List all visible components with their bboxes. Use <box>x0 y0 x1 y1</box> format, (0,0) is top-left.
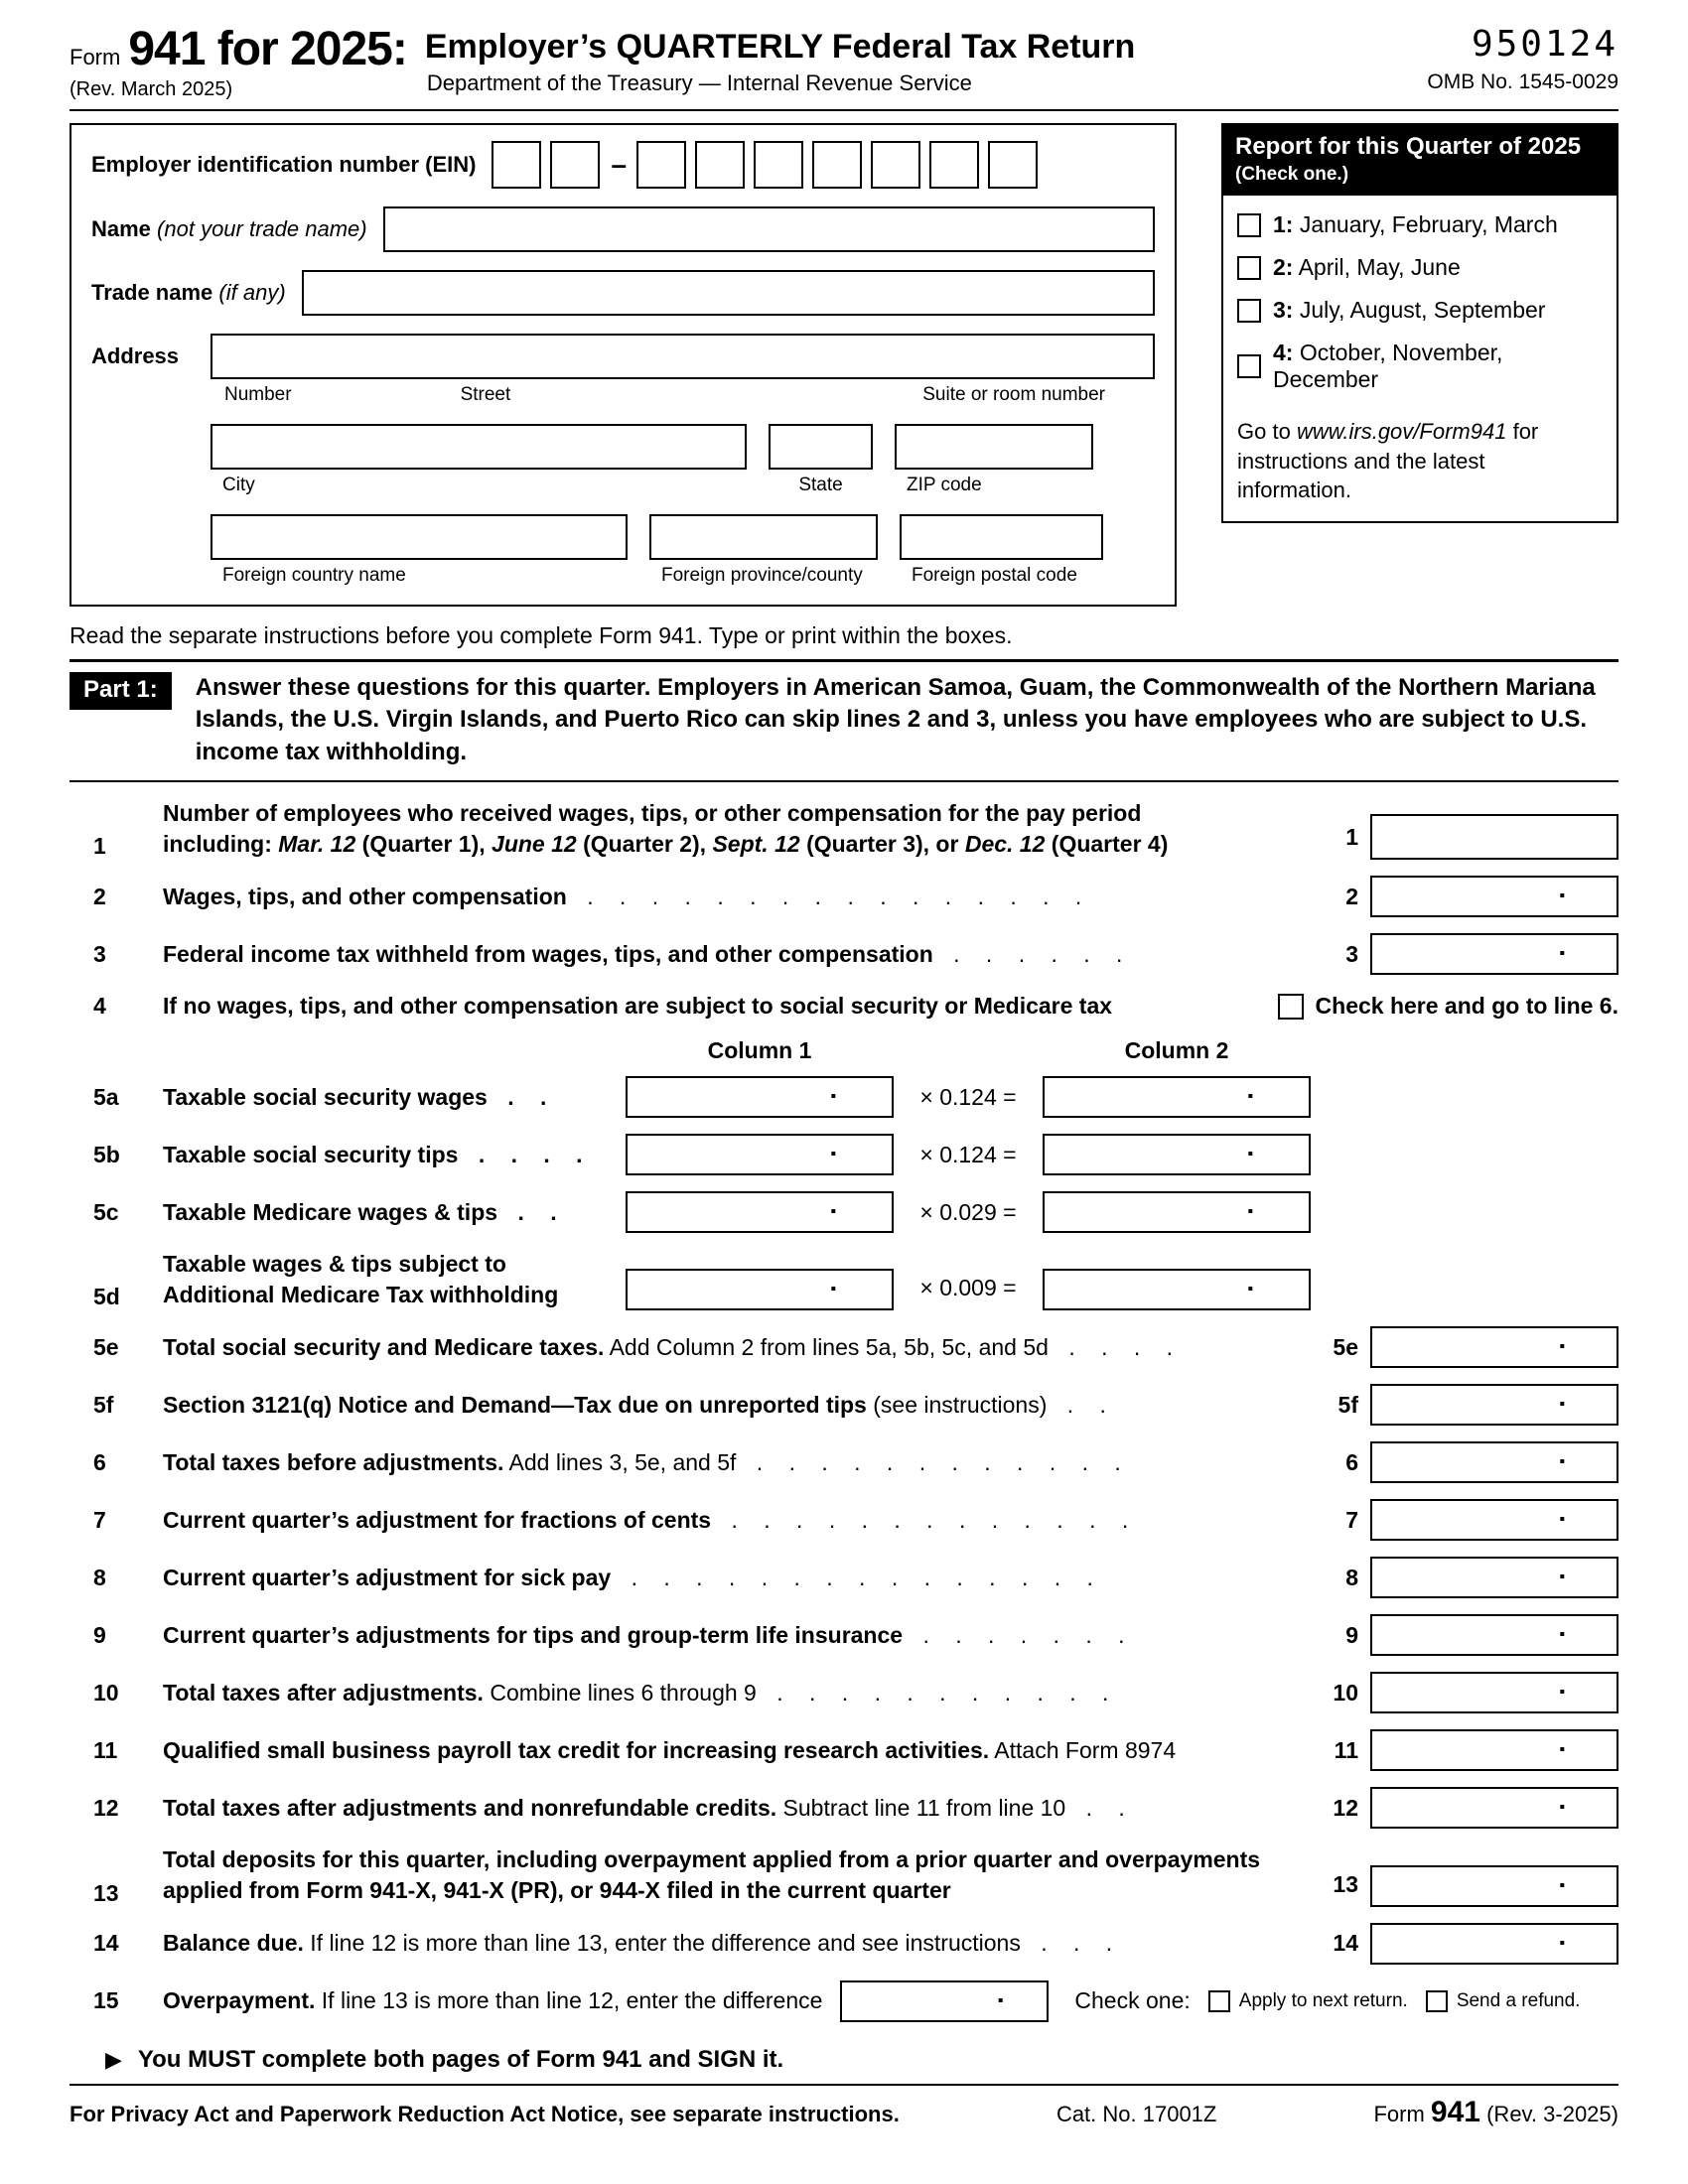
box-number: 7 <box>1345 1506 1358 1533</box>
line-15-overpayment-input[interactable] <box>840 1980 1049 2022</box>
top-section <box>70 123 1618 607</box>
line-5a-multiplier: × 0.124 = <box>919 1083 1017 1110</box>
decimal-point-marker: ▪ <box>1559 1684 1565 1702</box>
line-11-row <box>70 1729 1618 1771</box>
line-9-row <box>70 1614 1618 1656</box>
foreign-country-input[interactable] <box>211 514 628 560</box>
line-14-text: Balance due. If line 12 is more than line 13, enter the difference and see instructions . . . <box>163 1929 1123 1956</box>
foreign-postal-col <box>900 514 1103 587</box>
quarter-option-1 <box>1237 211 1603 238</box>
line-5f-amount-input[interactable] <box>1370 1384 1618 1426</box>
box-number: 9 <box>1345 1621 1358 1648</box>
line-1-text: Number of employees who received wages, tips, or other compensation for the pay period including: Mar. 12 (Quarter 1), June 12 (Quarter 2), Sept. 12 (Quarter 3), or Dec. 12 (Quarter 4) <box>163 800 1169 858</box>
form-number: 941 for 2025: <box>128 23 407 75</box>
line-5f-text: Section 3121(q) Notice and Demand—Tax due on unreported tips (see instructions) . . <box>163 1391 1116 1418</box>
line-5b-multiplier: × 0.124 = <box>919 1141 1017 1167</box>
line-15-text: Overpayment. If line 13 is more than line 12, enter the difference <box>163 1987 823 2013</box>
state-input[interactable] <box>769 424 873 470</box>
catalog-number: Cat. No. 17001Z <box>1055 2101 1217 2126</box>
ein-digit-box[interactable] <box>871 141 920 189</box>
decimal-point-marker: ▪ <box>997 1991 1004 2009</box>
line-5d-row <box>70 1249 1618 1310</box>
decimal-point-marker: ▪ <box>830 1088 836 1106</box>
dot-leader: . . . . <box>1068 1333 1184 1360</box>
column-headers <box>70 1037 1618 1064</box>
decimal-point-marker: ▪ <box>1247 1203 1253 1221</box>
ein-digit-box[interactable] <box>695 141 745 189</box>
line-4-row <box>70 991 1618 1022</box>
line-5d-column1-input[interactable] <box>626 1269 894 1310</box>
decimal-point-marker: ▪ <box>830 1203 836 1221</box>
form-word: Form <box>70 45 121 69</box>
street-label: Street <box>460 384 511 405</box>
line-number: 8 <box>93 1564 106 1590</box>
line-number: 5e <box>93 1333 119 1360</box>
line-5a-text: Taxable social security wages . . <box>163 1083 557 1110</box>
quarter-box-header <box>1223 125 1617 196</box>
decimal-point-marker: ▪ <box>830 1146 836 1163</box>
line-6-row <box>70 1441 1618 1483</box>
quarter-options <box>1223 196 1617 413</box>
irs-url: www.irs.gov/Form941 <box>1296 419 1507 444</box>
name-row <box>91 206 1155 252</box>
line-5a-column1-input[interactable] <box>626 1076 894 1118</box>
dot-leader: . . . . . . . <box>922 1621 1135 1648</box>
line-5c-row <box>70 1191 1618 1233</box>
decimal-point-marker: ▪ <box>1247 1281 1253 1298</box>
dot-leader: . . <box>517 1198 567 1225</box>
ein-digit-box[interactable] <box>929 141 979 189</box>
foreign-address-row <box>211 514 1155 587</box>
column-1-header: Column 1 <box>707 1037 812 1064</box>
ein-digit-box[interactable] <box>754 141 803 189</box>
trade-name-label: Trade name (if any) <box>91 280 286 305</box>
page-title: Employer’s QUARTERLY Federal Tax Return <box>424 28 1136 66</box>
trade-name-input[interactable] <box>302 270 1155 316</box>
line-5e-text: Total social security and Medicare taxes. Add Column 2 from lines 5a, 5b, 5c, and 5d . . . . <box>163 1333 1184 1360</box>
line-5b-column1-input[interactable] <box>626 1134 894 1175</box>
foreign-postal-label: Foreign postal code <box>912 565 1077 586</box>
box-number: 3 <box>1345 940 1358 967</box>
must-sign-note: ▶ You MUST complete both pages of Form 941 and SIGN it. <box>105 2045 784 2073</box>
box-number: 14 <box>1333 1930 1358 1956</box>
line-3-text: Federal income tax withheld from wages, tips, and other compensation . . . . . . <box>163 940 1133 967</box>
line-2-amount-input[interactable] <box>1370 876 1618 917</box>
quarter-4-checkbox[interactable] <box>1237 354 1261 378</box>
trade-name-row <box>91 270 1155 316</box>
city-col <box>211 424 747 496</box>
line-number: 1 <box>93 833 106 860</box>
dot-leader: . . <box>1066 1391 1116 1418</box>
form-title-block <box>425 22 1135 96</box>
part1-chip: Part 1: <box>70 672 172 710</box>
line-2-text: Wages, tips, and other compensation . . . . . . . . . . . . . . . . <box>163 883 1092 909</box>
line-7-amount-input[interactable] <box>1370 1499 1618 1541</box>
address-sublabels <box>211 384 1155 406</box>
ein-row <box>91 141 1155 189</box>
part1-section-header <box>70 659 1618 782</box>
decimal-point-marker: ▪ <box>1559 1511 1565 1529</box>
line-10-row <box>70 1672 1618 1713</box>
dot-leader: . . . . . . <box>953 940 1133 967</box>
line-11-text: Qualified small business payroll tax credit for increasing research activities. Attach Form 8974 <box>163 1736 1177 1763</box>
dot-leader: . . <box>507 1083 557 1110</box>
zip-input[interactable] <box>895 424 1093 470</box>
line-5b-column2-input[interactable] <box>1043 1134 1311 1175</box>
quarter-2-label: 2: April, May, June <box>1273 254 1461 280</box>
ein-digit-box[interactable] <box>636 141 686 189</box>
line-5c-text: Taxable Medicare wages & tips . . <box>163 1198 567 1225</box>
city-input[interactable] <box>211 424 747 470</box>
decimal-point-marker: ▪ <box>1559 1799 1565 1817</box>
line-5f-row <box>70 1384 1618 1426</box>
form-id-block <box>70 22 407 101</box>
line-6-amount-input[interactable] <box>1370 1441 1618 1483</box>
line-3-row <box>70 933 1618 975</box>
line-number: 6 <box>93 1448 106 1475</box>
line-14-amount-input[interactable] <box>1370 1923 1618 1965</box>
state-label: State <box>798 475 843 495</box>
suite-label: Suite or room number <box>922 384 1105 405</box>
quarter-2-checkbox[interactable] <box>1237 256 1261 280</box>
employer-info-box <box>70 123 1177 607</box>
dot-leader: . . . . . . . . . . . <box>776 1679 1119 1706</box>
line-number: 5b <box>93 1141 120 1167</box>
line-number: 14 <box>93 1930 119 1956</box>
line-number: 5c <box>93 1198 119 1225</box>
line-number: 11 <box>93 1736 118 1763</box>
line-10-amount-input[interactable] <box>1370 1672 1618 1713</box>
decimal-point-marker: ▪ <box>1559 1453 1565 1471</box>
line-number: 9 <box>93 1621 106 1648</box>
line-15-row <box>70 1980 1618 2022</box>
form-reference: Form 941 (Rev. 3-2025) <box>1373 2095 1618 2128</box>
decimal-point-marker: ▪ <box>1247 1146 1253 1163</box>
apply-to-next-return-checkbox[interactable] <box>1208 1990 1230 2012</box>
quarter-4-label: 4: October, November, December <box>1273 340 1503 392</box>
form-code-block <box>1427 22 1618 94</box>
line-1-row <box>70 798 1618 860</box>
line-9-amount-input[interactable] <box>1370 1614 1618 1656</box>
line-number: 5d <box>93 1284 120 1310</box>
omb-number: OMB No. 1545-0029 <box>1427 70 1618 93</box>
line-4-checkbox[interactable] <box>1278 994 1304 1020</box>
line-12-text: Total taxes after adjustments and nonrefundable credits. Subtract line 11 from line 10 . . <box>163 1794 1135 1821</box>
part1-heading: Answer these questions for this quarter. Employers in American Samoa, Guam, the Commonwealth of the Northern Mariana Islands, the U.S. Virgin Islands, and Puerto Rico can skip lines 2 and 3, unless you have employees who are subject to U.S. income tax withholding. <box>195 674 1596 765</box>
decimal-point-marker: ▪ <box>1559 1569 1565 1586</box>
line-5c-multiplier: × 0.029 = <box>919 1198 1017 1225</box>
quarter-select-box <box>1221 123 1618 523</box>
line-8-amount-input[interactable] <box>1370 1557 1618 1598</box>
line-5b-text: Taxable social security tips . . . . <box>163 1141 593 1167</box>
foreign-postal-input[interactable] <box>900 514 1103 560</box>
dot-leader: . . . . . . . . . . . . . <box>731 1506 1139 1533</box>
box-number: 2 <box>1345 883 1358 909</box>
footer-top <box>70 2038 1618 2086</box>
quarter-option-2 <box>1237 254 1603 281</box>
line-6-text: Total taxes before adjustments. Add lines 3, 5e, and 5f . . . . . . . . . . . . <box>163 1448 1131 1475</box>
line-number: 15 <box>93 1987 119 2013</box>
line-number: 2 <box>93 883 106 909</box>
quarter-1-checkbox[interactable] <box>1237 213 1261 237</box>
box-number: 6 <box>1345 1448 1358 1475</box>
address-input[interactable] <box>211 334 1155 379</box>
zip-label: ZIP code <box>907 475 982 495</box>
line-13-amount-input[interactable] <box>1370 1865 1618 1907</box>
dot-leader: . . . <box>1041 1929 1123 1956</box>
quarter-box-subtitle: (Check one.) <box>1235 164 1349 185</box>
send-refund-label: Send a refund. <box>1456 1989 1581 2011</box>
address-row <box>91 334 1155 379</box>
read-instructions-note: Read the separate instructions before you complete Form 941. Type or print within the boxes. <box>70 622 1013 648</box>
dot-leader: . . . . . . . . . . . . . . . <box>631 1564 1103 1590</box>
decimal-point-marker: ▪ <box>1559 1876 1565 1894</box>
ein-digit-box[interactable] <box>988 141 1038 189</box>
privacy-notice: For Privacy Act and Paperwork Reduction Act Notice, see separate instructions. <box>70 2101 900 2126</box>
decimal-point-marker: ▪ <box>830 1281 836 1298</box>
line-4-text: If no wages, tips, and other compensation are subject to social security or Medicare tax <box>163 993 1113 1020</box>
quarter-1-label: 1: January, February, March <box>1273 211 1558 237</box>
ein-dash: – <box>611 149 628 180</box>
line-10-text: Total taxes after adjustments. Combine lines 6 through 9 . . . . . . . . . . . <box>163 1679 1119 1706</box>
line-5a-column2-input[interactable] <box>1043 1076 1311 1118</box>
line-5a-row <box>70 1076 1618 1118</box>
line-5c-column2-input[interactable] <box>1043 1191 1311 1233</box>
foreign-province-label: Foreign province/county <box>661 565 863 586</box>
dot-leader: . . . . . . . . . . . . <box>756 1448 1131 1475</box>
line-5e-amount-input[interactable] <box>1370 1326 1618 1368</box>
line-12-row <box>70 1787 1618 1829</box>
line-number: 13 <box>93 1879 119 1906</box>
line-13-row <box>70 1844 1618 1906</box>
ein-digit-box[interactable] <box>550 141 600 189</box>
line-8-text: Current quarter’s adjustment for sick pay . . . . . . . . . . . . . . . <box>163 1564 1103 1590</box>
ein-label: Employer identification number (EIN) <box>91 152 477 177</box>
line-12-amount-input[interactable] <box>1370 1787 1618 1829</box>
line-number: 5f <box>93 1391 114 1418</box>
decimal-point-marker: ▪ <box>1247 1088 1253 1106</box>
line-5d-column2-input[interactable] <box>1043 1269 1311 1310</box>
quarter-3-label: 3: July, August, September <box>1273 297 1546 323</box>
box-number: 5e <box>1333 1333 1358 1360</box>
box-number: 1 <box>1345 824 1358 851</box>
line-7-text: Current quarter’s adjustment for fractions of cents . . . . . . . . . . . . . <box>163 1506 1139 1533</box>
zip-col <box>895 424 1093 496</box>
pointer-icon: ▶ <box>105 2046 122 2072</box>
dot-leader: . . . . <box>478 1141 593 1167</box>
foreign-country-col <box>211 514 628 587</box>
part1-lines <box>70 798 1618 2021</box>
decimal-point-marker: ▪ <box>1559 1626 1565 1644</box>
line-11-amount-input[interactable] <box>1370 1729 1618 1771</box>
form-revision: (Rev. March 2025) <box>70 78 233 100</box>
line-8-row <box>70 1557 1618 1598</box>
ein-digit-box[interactable] <box>812 141 862 189</box>
box-number: 10 <box>1333 1679 1358 1706</box>
line-5d-text: Taxable wages & tips subject to Additional Medicare Tax withholding <box>163 1251 559 1308</box>
foreign-country-label: Foreign country name <box>222 565 406 586</box>
footer-bottom <box>70 2086 1618 2129</box>
decimal-point-marker: ▪ <box>1559 1934 1565 1952</box>
quarter-box-title: Report for this Quarter of 2025 <box>1235 133 1582 160</box>
box-number: 11 <box>1334 1736 1358 1763</box>
dln-code: 950124 <box>1471 24 1618 65</box>
box-number: 13 <box>1333 1870 1358 1897</box>
line-5c-column1-input[interactable] <box>626 1191 894 1233</box>
line-number: 4 <box>93 993 106 1020</box>
number-label: Number <box>224 384 292 405</box>
apply-to-next-return-label: Apply to next return. <box>1238 1989 1408 2011</box>
line-5b-row <box>70 1134 1618 1175</box>
box-number: 12 <box>1333 1794 1358 1821</box>
decimal-point-marker: ▪ <box>1559 887 1565 905</box>
quarter-3-checkbox[interactable] <box>1237 299 1261 323</box>
line-5e-row <box>70 1326 1618 1368</box>
line-2-row <box>70 876 1618 917</box>
line-4-check-label: Check here and go to line 6. <box>1315 993 1618 1020</box>
line-7-row <box>70 1499 1618 1541</box>
column-2-header: Column 2 <box>1124 1037 1229 1064</box>
foreign-province-input[interactable] <box>649 514 878 560</box>
line-9-text: Current quarter’s adjustments for tips and group-term life insurance . . . . . . . <box>163 1621 1135 1648</box>
box-number: 8 <box>1345 1564 1358 1590</box>
name-input[interactable] <box>383 206 1155 252</box>
check-one-label: Check one: <box>1074 1987 1191 2013</box>
foreign-province-col <box>649 514 878 587</box>
line-5d-multiplier: × 0.009 = <box>919 1275 1017 1301</box>
line-14-row <box>70 1923 1618 1965</box>
department-line: Department of the Treasury — Internal Revenue Service <box>426 70 972 95</box>
address-label: Address <box>91 343 180 368</box>
line-3-amount-input[interactable] <box>1370 933 1618 975</box>
line-number: 7 <box>93 1506 106 1533</box>
decimal-point-marker: ▪ <box>1559 1396 1565 1414</box>
line-number: 3 <box>93 940 106 967</box>
line-number: 10 <box>93 1679 119 1706</box>
ein-input-group <box>492 141 1047 189</box>
state-col <box>769 424 873 496</box>
goto-instructions: Go to www.irs.gov/Form941 for instructions and the latest information. <box>1237 419 1539 503</box>
form-header <box>70 22 1618 111</box>
ein-digit-box[interactable] <box>492 141 541 189</box>
quarter-option-3 <box>1237 297 1603 324</box>
decimal-point-marker: ▪ <box>1559 945 1565 963</box>
box-number: 5f <box>1337 1391 1358 1418</box>
quarter-option-4 <box>1237 340 1603 393</box>
line-1-count-input[interactable] <box>1370 814 1618 860</box>
dot-leader: . . . . . . . . . . . . . . . . <box>587 883 1092 909</box>
line-number: 12 <box>93 1794 119 1821</box>
dot-leader: . . <box>1085 1794 1135 1821</box>
city-state-zip-row <box>211 424 1155 496</box>
city-label: City <box>222 475 255 495</box>
name-label: Name (not your trade name) <box>91 216 367 241</box>
decimal-point-marker: ▪ <box>1559 1741 1565 1759</box>
decimal-point-marker: ▪ <box>1559 1338 1565 1356</box>
line-13-text: Total deposits for this quarter, including overpayment applied from a prior quarter and overpayments applied from Form 941-X, 941-X (PR), or 944-X filed in the current quarter <box>163 1846 1261 1904</box>
send-refund-checkbox[interactable] <box>1426 1990 1448 2012</box>
line-number: 5a <box>93 1083 119 1110</box>
